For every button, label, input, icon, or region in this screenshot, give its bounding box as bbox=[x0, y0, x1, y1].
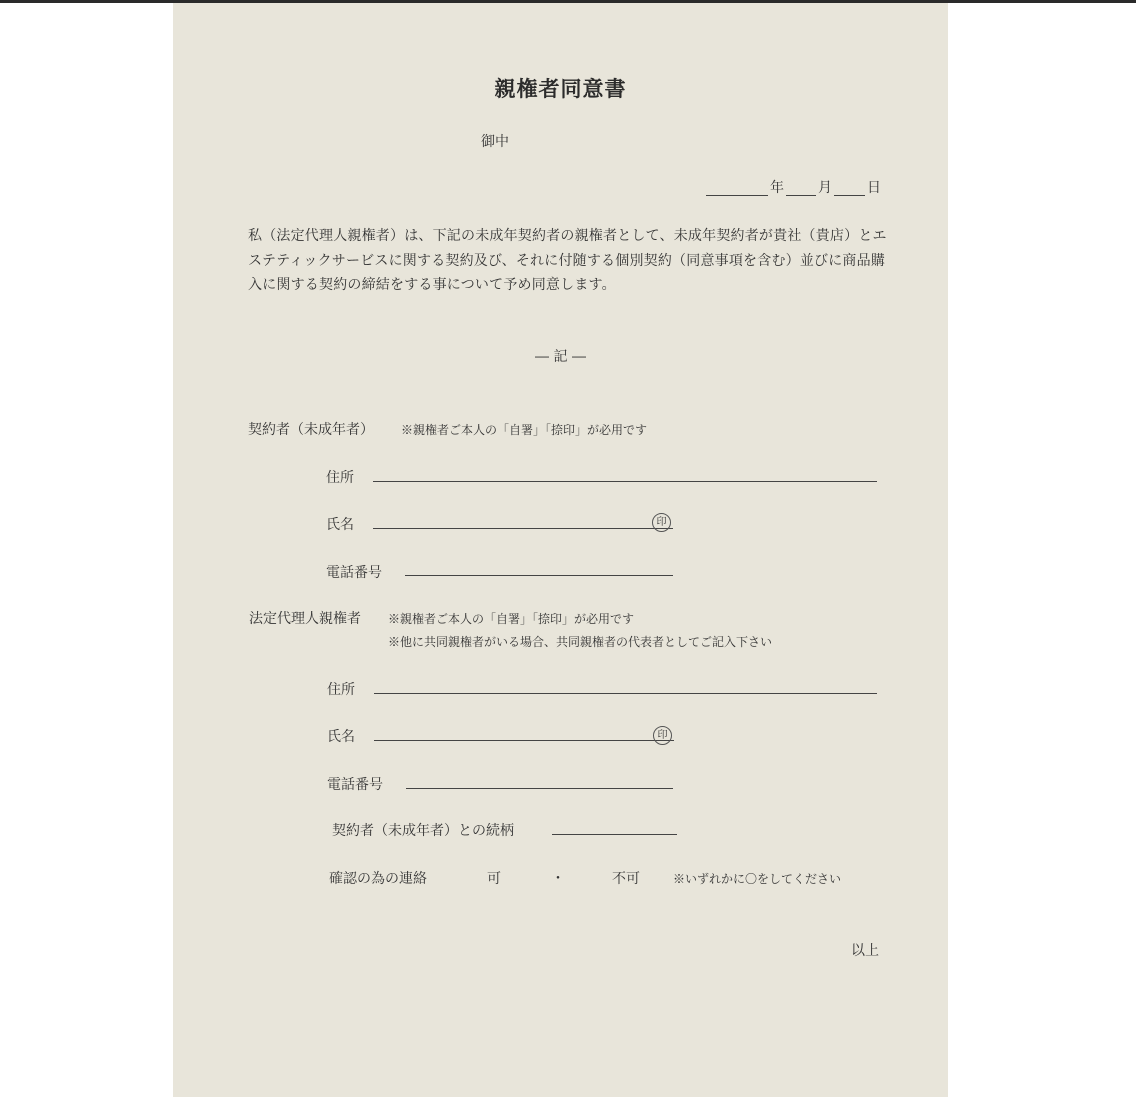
contractor-address-label: 住所 bbox=[326, 470, 354, 486]
date-day-label: 日 bbox=[867, 180, 881, 196]
addressee-label: 御中 bbox=[481, 134, 509, 150]
contact-separator: ・ bbox=[551, 871, 565, 887]
guardian-heading: 法定代理人親権者 bbox=[249, 611, 361, 627]
date-year-label: 年 bbox=[770, 180, 784, 196]
guardian-note-1: ※親権者ご本人の「自署」「捺印」が必用です bbox=[388, 612, 635, 626]
contact-yes-option[interactable]: 可 bbox=[487, 871, 501, 887]
date-month-line[interactable] bbox=[786, 195, 816, 196]
guardian-name-label: 氏名 bbox=[327, 729, 355, 745]
contractor-phone-line[interactable] bbox=[405, 575, 673, 576]
guardian-phone-label: 電話番号 bbox=[327, 777, 383, 793]
date-month-label: 月 bbox=[818, 180, 832, 196]
consent-form-paper bbox=[173, 3, 948, 1097]
guardian-phone-line[interactable] bbox=[406, 788, 673, 789]
contractor-heading: 契約者（未成年者） bbox=[248, 422, 374, 438]
contractor-name-label: 氏名 bbox=[326, 517, 354, 533]
contact-no-option[interactable]: 不可 bbox=[612, 871, 640, 887]
contractor-phone-label: 電話番号 bbox=[326, 565, 382, 581]
relation-line[interactable] bbox=[552, 834, 677, 835]
contact-note: ※いずれかに〇をしてください bbox=[673, 872, 842, 886]
guardian-address-line[interactable] bbox=[374, 693, 877, 694]
contractor-seal-icon: 印 bbox=[652, 513, 671, 532]
consent-statement: 私（法定代理人親権者）は、下記の未成年契約者の親権者として、未成年契約者が貴社（貴店）とエステティックサービスに関する契約及び、それに付随する個別契約（同意事項を含む）並びに商品購入に関する契約の締結をする事について予め同意します。 bbox=[248, 228, 887, 293]
guardian-address-label: 住所 bbox=[327, 682, 355, 698]
date-year-line[interactable] bbox=[706, 195, 768, 196]
document-title: 親権者同意書 bbox=[494, 76, 627, 101]
contractor-note: ※親権者ご本人の「自署」「捺印」が必用です bbox=[401, 423, 648, 437]
guardian-seal-icon: 印 bbox=[653, 726, 672, 745]
closing-text: 以上 bbox=[851, 943, 879, 959]
contractor-address-line[interactable] bbox=[373, 481, 877, 482]
guardian-name-line[interactable] bbox=[374, 740, 674, 741]
contractor-name-line[interactable] bbox=[373, 528, 673, 529]
record-heading: ― 記 ― bbox=[535, 349, 586, 365]
date-day-line[interactable] bbox=[834, 195, 865, 196]
relation-label: 契約者（未成年者）との続柄 bbox=[332, 823, 514, 839]
contact-label: 確認の為の連絡 bbox=[329, 871, 427, 887]
guardian-note-2: ※他に共同親権者がいる場合、共同親権者の代表者としてご記入下さい bbox=[388, 635, 773, 649]
